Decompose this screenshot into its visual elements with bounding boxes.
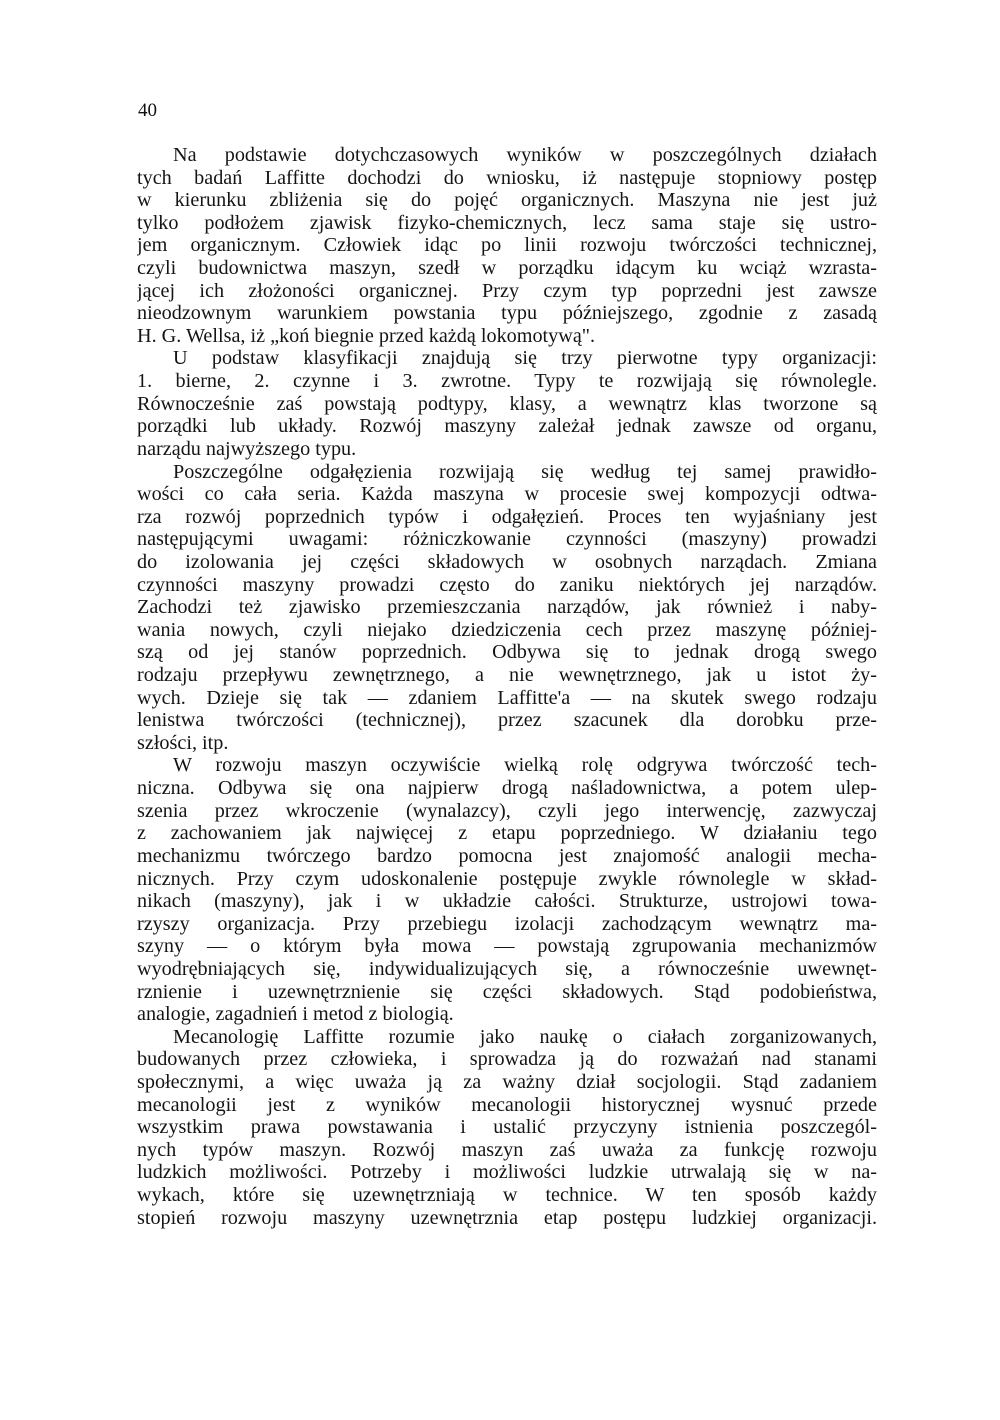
- text-line: H. G. Wellsa, iż „koń biegnie przed każdą lokomotywą".: [137, 324, 596, 347]
- text-line: społecznymi, a więc uważa ją za ważny dział socjologii. Stąd zadaniem: [137, 1070, 877, 1093]
- text-line: wania nowych, czyli niejako dziedziczenia cech przez maszynę później-: [137, 618, 877, 641]
- text-line: lenistwa twórczości (technicznej), przez szacunek dla dorobku prze-: [137, 709, 877, 732]
- text-line: mecanologii jest z wyników mecanologii historycznej wysnuć przede: [137, 1093, 877, 1116]
- text-line: rznienie i uzewnętrznienie się części składowych. Stąd podobieństwa,: [137, 980, 877, 1003]
- text-line: mechanizmu twórczego bardzo pomocna jest znajomość analogii mecha-: [137, 844, 877, 867]
- text-line: do izolowania jej części składowych w osobnych narządach. Zmiana: [137, 550, 877, 573]
- text-line: U podstaw klasyfikacji znajdują się trzy pierwotne typy organizacji:: [173, 347, 877, 370]
- text-line: ludzkich możliwości. Potrzeby i możliwości ludzkie utrwalają się w na-: [137, 1161, 877, 1184]
- text-line: wszystkim prawa powstawania i ustalić przyczyny istnienia poszczegól-: [137, 1116, 877, 1139]
- text-line: tych badań Laffitte dochodzi do wniosku, iż następuje stopniowy postęp: [137, 166, 877, 189]
- text-line: porządki lub układy. Rozwój maszyny zależał jednak zawsze od organu,: [137, 415, 877, 438]
- text-line: niczna. Odbywa się ona najpierw drogą naśladownictwa, a potem ulep-: [137, 777, 877, 800]
- text-line: Równocześnie zaś powstają podtypy, klasy, a wewnątrz klas tworzone są: [137, 392, 877, 415]
- text-line: wyodrębniających się, indywidualizujących się, a równocześnie uwewnęt-: [137, 957, 877, 980]
- text-line: W rozwoju maszyn oczywiście wielką rolę odgrywa twórczość tech-: [173, 754, 877, 777]
- text-line: szenia przez wkroczenie (wynalazcy), czyli jego interwencję, zazwyczaj: [137, 799, 877, 822]
- text-line: Poszczególne odgałęzienia rozwijają się według tej samej prawidło-: [173, 460, 877, 483]
- text-line: nych typów maszyn. Rozwój maszyn zaś uważa za funkcję rozwoju: [137, 1138, 877, 1161]
- text-line: narządu najwyższego typu.: [137, 437, 357, 460]
- text-line: czyli budownictwa maszyn, szedł w porządku idącym ku wciąż wzrasta-: [137, 257, 877, 280]
- paragraph-4: [137, 754, 877, 1025]
- text-line: szłości, itp.: [137, 731, 229, 754]
- text-line: nicznych. Przy czym udoskonalenie postępuje zwykle równolegle w skład-: [137, 867, 877, 890]
- text-line: 1. bierne, 2. czynne i 3. zwrotne. Typy te rozwijają się równolegle.: [137, 370, 877, 393]
- body-text: [137, 144, 877, 1229]
- text-line: następującymi uwagami: różniczkowanie czynności (maszyny) prowadzi: [137, 528, 877, 551]
- text-line: z zachowaniem jak najwięcej z etapu poprzedniego. W działaniu tego: [137, 822, 877, 845]
- text-line: szyny — o którym była mowa — powstają zgrupowania mechanizmów: [137, 935, 877, 958]
- paragraph-5: [137, 1026, 877, 1229]
- text-line: budowanych przez człowieka, i sprowadza ją do rozważań nad stanami: [137, 1048, 877, 1071]
- paragraph-2: [137, 347, 877, 460]
- text-line: szą od jej stanów poprzednich. Odbywa się to jednak drogą swego: [137, 641, 877, 664]
- text-line: analogie, zagadnień i metod z biologią.: [137, 1003, 454, 1026]
- text-line: rodzaju przepływu zewnętrznego, a nie wewnętrznego, jak u istot ży-: [137, 664, 877, 687]
- text-line: czynności maszyny prowadzi często do zaniku niektórych jej narządów.: [137, 573, 877, 596]
- text-line: jącej ich złożoności organicznej. Przy czym typ poprzedni jest zawsze: [137, 279, 877, 302]
- paragraph-1: [137, 144, 877, 347]
- text-line: Na podstawie dotychczasowych wyników w poszczególnych działach: [173, 144, 877, 166]
- text-line: Zachodzi też zjawisko przemieszczania narządów, jak również i naby-: [137, 596, 877, 619]
- text-line: wykach, które się uzewnętrzniają w technice. W ten sposób każdy: [137, 1184, 877, 1207]
- text-line: rzyszy organizacja. Przy przebiegu izolacji zachodzącym wewnątrz ma-: [137, 912, 877, 935]
- text-line: stopień rozwoju maszyny uzewnętrznia etap postępu ludzkiej organizacji.: [137, 1206, 877, 1229]
- text-line: wości co cała seria. Każda maszyna w procesie swej kompozycji odtwa-: [137, 483, 877, 506]
- text-line: Mecanologię Laffitte rozumie jako naukę o ciałach zorganizowanych,: [173, 1025, 877, 1048]
- text-line: nikach (maszyny), jak i w układzie całości. Strukturze, ustrojowi towa-: [137, 890, 877, 913]
- text-line: w kierunku zbliżenia się do pojęć organicznych. Maszyna nie jest już: [137, 189, 877, 212]
- text-line: rza rozwój poprzednich typów i odgałęzień. Proces ten wyjaśniany jest: [137, 505, 877, 528]
- text-line: jem organicznym. Człowiek idąc po linii rozwoju twórczości technicznej,: [137, 234, 877, 257]
- text-line: tylko podłożem zjawisk fizyko-chemicznych, lecz sama staje się ustro-: [137, 211, 877, 234]
- page-number: 40: [138, 100, 157, 121]
- text-line: wych. Dzieje się tak — zdaniem Laffitte'a — na skutek swego rodzaju: [137, 686, 877, 709]
- paragraph-3: [137, 461, 877, 755]
- text-line: nieodzownym warunkiem powstania typu późniejszego, zgodnie z zasadą: [137, 302, 877, 325]
